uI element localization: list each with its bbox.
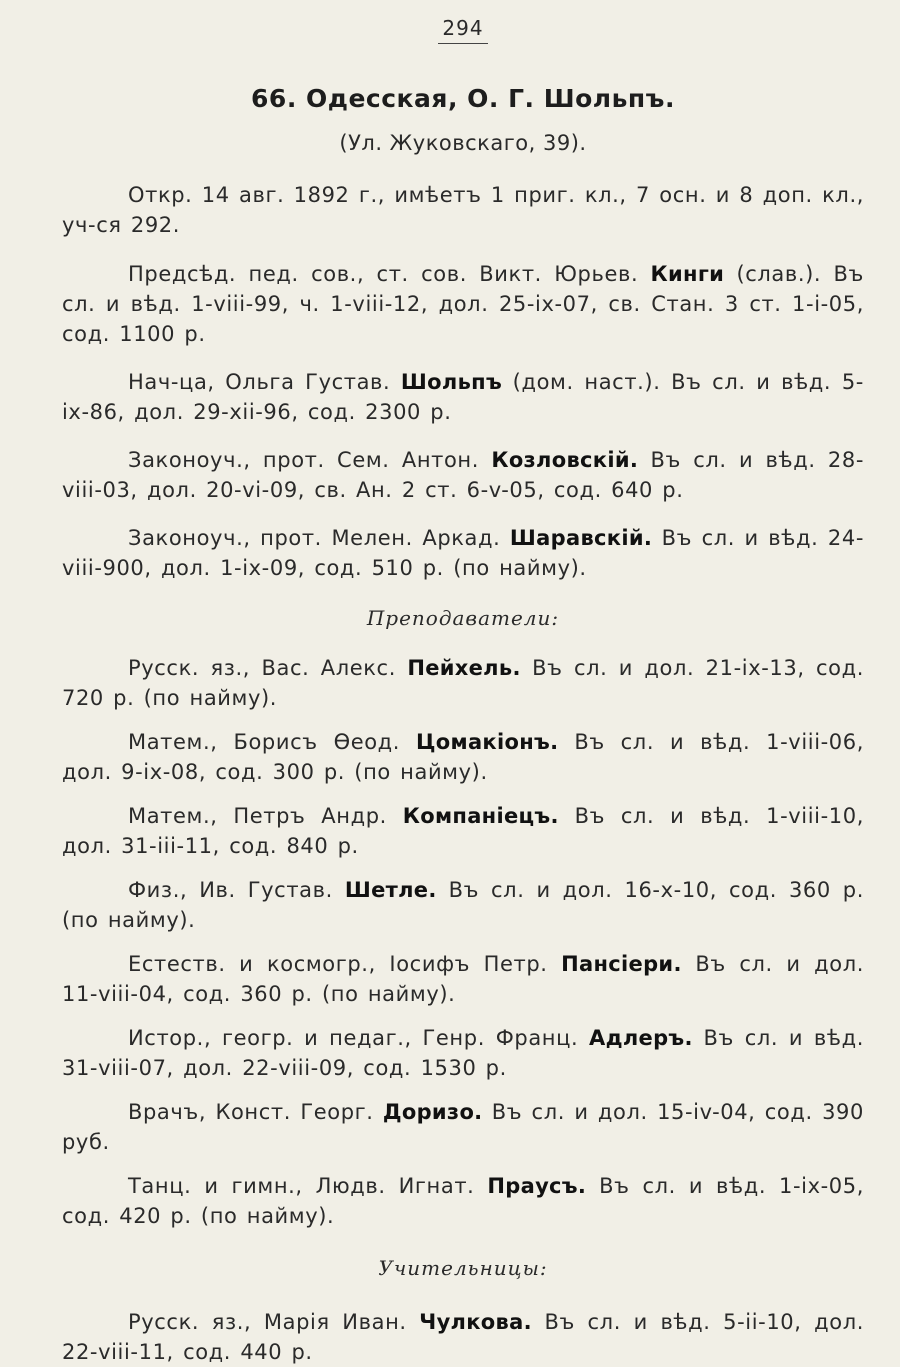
person-name: Адлеръ.	[589, 1026, 693, 1050]
school-address: (Ул. Жуковскаго, 39).	[339, 131, 587, 155]
person-name: Компаніецъ.	[402, 804, 559, 828]
person-name: Шаравскій.	[509, 526, 653, 550]
teacher-entry: Русск. яз., Вас. Алекс. Пейхель. Въ сл. и дол. 21-ix-13, сод. 720 р. (по найму).	[62, 656, 864, 710]
person-name: Козловскій.	[491, 448, 639, 472]
person-name: Праусъ.	[487, 1174, 587, 1198]
teacher-entry: Танц. и гимн., Людв. Игнат. Праусъ. Въ сл. и вѣд. 1-ix-05, сод. 420 р. (по найму).	[62, 1174, 865, 1228]
teacher-entry: Физ., Ив. Густав. Шетле. Въ сл. и дол. 16-x-10, сод. 360 р. (по найму).	[62, 878, 865, 932]
person-name: Чулкова.	[419, 1310, 532, 1334]
person-name: Кинги	[650, 262, 725, 286]
person-name: Доризо.	[382, 1100, 483, 1124]
teacher-entry: Матем., Петръ Андр. Компаніецъ. Въ сл. и вѣд. 1-viii-10, дол. 31-iii-11, сод. 840 р.	[62, 804, 864, 858]
staff-entry: Законоуч., прот. Сем. Антон. Козловскій. Въ сл. и вѣд. 28-viii-03, дол. 20-vi-09, св. Ан. 2 ст. 6-v-05, сод. 640 р.	[62, 448, 865, 502]
women-teachers-section-title: Учительницы:	[378, 1256, 548, 1280]
person-name: Шольпъ	[400, 370, 503, 394]
teacher-entry: Истор., геогр. и педаг., Генр. Франц. Адлеръ. Въ сл. и вѣд. 31-viii-07, дол. 22-viii-09, сод. 1530 р.	[62, 1026, 864, 1080]
person-name: Пансіери.	[561, 952, 682, 976]
teacher-entry: Естеств. и космогр., Іосифъ Петр. Пансіери. Въ сл. и дол. 11-viii-04, сод. 360 р. (по найму).	[62, 952, 865, 1006]
page-number: 294	[62, 14, 864, 44]
teacher-entry: Матем., Борисъ Ѳеод. Цомакіонъ. Въ сл. и вѣд. 1-viii-06, дол. 9-ix-08, сод. 300 р. (по найму).	[62, 730, 865, 784]
teachers-section-title: Преподаватели:	[366, 606, 560, 630]
person-name: Шетле.	[344, 878, 437, 902]
staff-entry: Законоуч., прот. Мелен. Аркад. Шаравскій. Въ сл. и вѣд. 24-viii-900, дол. 1-ix-09, сод. 510 р. (по найму).	[62, 526, 864, 580]
person-name: Цомакіонъ.	[415, 730, 559, 754]
teacher-entry: Врачъ, Конст. Георг. Доризо. Въ сл. и дол. 15-iv-04, сод. 390 руб.	[62, 1100, 864, 1154]
teacher-entry: Русск. яз., Марія Иван. Чулкова. Въ сл. и вѣд. 5-ii-10, дол. 22-viii-11, сод. 440 р.	[62, 1310, 865, 1364]
staff-entry: Нач-ца, Ольга Густав. Шольпъ (дом. наст.). Въ сл. и вѣд. 5-ix-86, дол. 29-xii-96, сод. 2300 р.	[62, 370, 864, 424]
school-heading: 66. Одесская, О. Г. Шольпъ.	[251, 84, 675, 113]
document-page	[62, 14, 864, 1367]
staff-entry: Предсѣд. пед. сов., ст. сов. Викт. Юрьев. Кинги (слав.). Въ сл. и вѣд. 1-viii-99, ч. 1-viii-12, дол. 25-ix-07, св. Стан. 3 ст. 1-i-05, сод. 1100 р.	[62, 262, 864, 346]
school-info: Откр. 14 авг. 1892 г., имѣетъ 1 приг. кл., 7 осн. и 8 доп. кл., уч-ся 292.	[62, 183, 864, 237]
person-name: Пейхель.	[407, 656, 521, 680]
